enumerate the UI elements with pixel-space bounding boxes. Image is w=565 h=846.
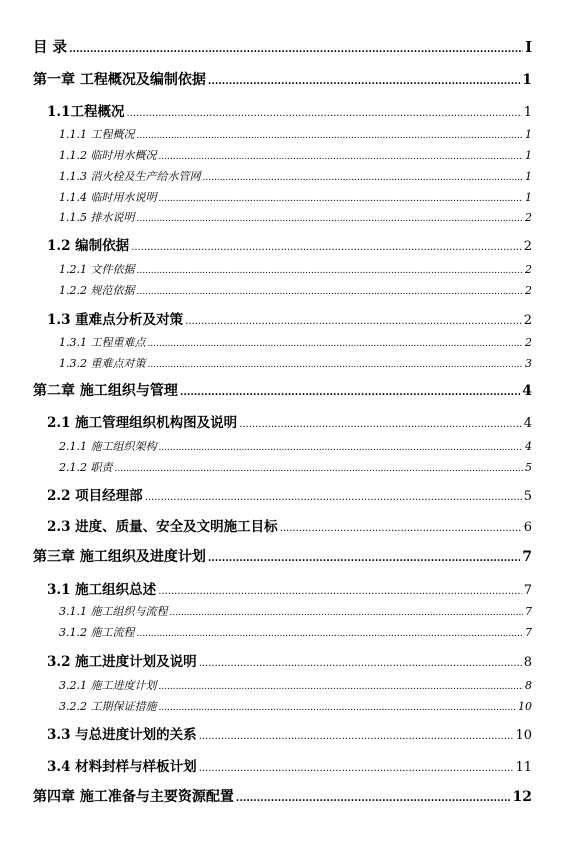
leader-dots <box>137 214 524 224</box>
toc-entry-page: 4 <box>523 416 532 431</box>
toc-entry-page: 1 <box>525 149 532 162</box>
toc-entry-page: 8 <box>525 679 532 692</box>
toc-entry-label: 第三章 施工组织及进度计划 <box>33 549 206 565</box>
toc-section-3-3[interactable] <box>47 723 532 743</box>
toc-entry-page: 7 <box>525 605 532 618</box>
toc-entry-label: 1.3 重难点分析及对策 <box>47 312 184 328</box>
leader-dots <box>185 316 522 327</box>
leader-dots <box>127 108 522 119</box>
toc-chapter-1[interactable] <box>33 69 532 89</box>
toc-entry-page: 1 <box>523 105 532 120</box>
toc-entry-label: 1.1.2 临时用水概况 <box>59 149 157 162</box>
leader-dots <box>159 194 524 204</box>
leader-dots <box>159 703 517 713</box>
toc-entry-page: 12 <box>512 789 532 805</box>
toc-entry-label: 1.1.5 排水说明 <box>59 211 135 224</box>
toc-subsection-1-2-2[interactable] <box>59 282 532 298</box>
toc-subsection-1-1-2[interactable] <box>59 147 532 163</box>
toc-entry-page: 5 <box>523 489 532 504</box>
leader-dots <box>199 658 522 669</box>
toc-chapter-4[interactable] <box>33 786 532 806</box>
leader-dots <box>131 242 522 253</box>
toc-section-3-2[interactable] <box>47 650 532 670</box>
toc-chapter-2[interactable] <box>33 380 532 400</box>
leader-dots <box>180 387 520 398</box>
toc-chapter-3[interactable] <box>33 546 532 566</box>
toc-entry-page: 5 <box>525 461 532 474</box>
toc-entry-page: 7 <box>522 549 532 565</box>
toc-subsection-3-2-1[interactable] <box>59 677 532 693</box>
toc-title[interactable] <box>33 36 532 57</box>
leader-dots <box>159 682 524 692</box>
toc-entry-label: 第一章 工程概况及编制依据 <box>33 72 206 88</box>
toc-entry-label: 1.1工程概况 <box>47 104 125 120</box>
toc-entry-label: 2.1.1 施工组织架构 <box>59 440 157 453</box>
toc-entry-page: 10 <box>518 700 532 713</box>
toc-entry-label: 3.2.1 施工进度计划 <box>59 679 157 692</box>
leader-dots <box>236 793 511 804</box>
toc-entry-label: 3.3 与总进度计划的关系 <box>47 727 197 743</box>
toc-entry-page: 4 <box>525 440 532 453</box>
leader-dots <box>280 523 522 534</box>
leader-dots <box>159 152 524 162</box>
leader-dots <box>170 608 524 618</box>
leader-dots <box>69 44 523 55</box>
toc-entry-label: 2.1.2 职责 <box>59 461 113 474</box>
toc-entry-label: 3.2.2 工期保证措施 <box>59 700 157 713</box>
toc-subsection-3-1-2[interactable] <box>59 624 532 640</box>
toc-section-3-4[interactable] <box>47 755 532 775</box>
leader-dots <box>158 586 522 597</box>
toc-entry-page: 1 <box>525 128 532 141</box>
toc-entry-page: 7 <box>523 583 532 598</box>
leader-dots <box>159 443 524 453</box>
leader-dots <box>208 553 520 564</box>
toc-section-2-3[interactable] <box>47 515 532 535</box>
toc-entry-page: 1 <box>522 72 532 88</box>
toc-entry-page: 8 <box>523 655 532 670</box>
leader-dots <box>115 464 524 474</box>
toc-subsection-1-1-1[interactable] <box>59 126 532 142</box>
toc-entry-page: 1 <box>525 170 532 183</box>
toc-entry-page: 6 <box>523 520 532 535</box>
toc-entry-page: 7 <box>525 626 532 639</box>
toc-subsection-2-1-2[interactable] <box>59 459 532 475</box>
toc-entry-label: 1.1.4 临时用水说明 <box>59 191 157 204</box>
toc-entry-page: 2 <box>525 211 532 224</box>
toc-subsection-1-3-2[interactable] <box>59 355 532 371</box>
toc-entry-label: 1.2 编制依据 <box>47 238 130 254</box>
toc-section-1-1[interactable] <box>47 100 532 120</box>
toc-entry-page: 11 <box>515 760 532 775</box>
toc-section-2-1[interactable] <box>47 411 532 431</box>
leader-dots <box>208 76 520 87</box>
toc-subsection-3-2-2[interactable] <box>59 698 532 714</box>
leader-dots <box>137 266 524 276</box>
toc-section-1-3[interactable] <box>47 308 532 328</box>
leader-dots <box>137 131 524 141</box>
toc-title-label: 目 录 <box>33 39 68 56</box>
toc-entry-page: 2 <box>525 336 532 349</box>
toc-entry-label: 3.2 施工进度计划及说明 <box>47 654 197 670</box>
toc-subsection-1-3-1[interactable] <box>59 334 532 350</box>
toc-entry-label: 1.3.2 重难点对策 <box>59 357 146 370</box>
toc-subsection-1-1-5[interactable] <box>59 209 532 225</box>
leader-dots <box>137 629 524 639</box>
leader-dots <box>148 360 524 370</box>
toc-entry-label: 第二章 施工组织与管理 <box>33 383 178 399</box>
toc-section-3-1[interactable] <box>47 578 532 598</box>
toc-section-1-2[interactable] <box>47 234 532 254</box>
leader-dots <box>199 763 514 774</box>
toc-entry-page: 3 <box>525 357 532 370</box>
toc-subsection-1-2-1[interactable] <box>59 261 532 277</box>
leader-dots <box>239 419 522 430</box>
toc-subsection-3-1-1[interactable] <box>59 603 532 619</box>
toc-entry-page: 2 <box>523 239 532 254</box>
toc-entry-page: 1 <box>525 191 532 204</box>
toc-entry-label: 3.1 施工组织总述 <box>47 582 157 598</box>
toc-entry-label: 2.3 进度、质量、安全及文明施工目标 <box>47 519 278 535</box>
toc-entry-page: 2 <box>523 313 532 328</box>
toc-entry-page: 2 <box>525 263 532 276</box>
leader-dots <box>137 287 524 297</box>
toc-entry-label: 1.1.3 消火栓及生产给水管网 <box>59 170 201 183</box>
leader-dots <box>199 731 514 742</box>
leader-dots <box>145 492 522 503</box>
toc-entry-page: 2 <box>525 284 532 297</box>
toc-entry-label: 1.2.1 文件依据 <box>59 263 135 276</box>
toc-entry-label: 3.4 材料封样与样板计划 <box>47 759 197 775</box>
toc-entry-label: 2.1 施工管理组织机构图及说明 <box>47 415 238 431</box>
toc-entry-page: 10 <box>515 728 532 743</box>
toc-section-2-2[interactable] <box>47 484 532 504</box>
toc-entry-label: 第四章 施工准备与主要资源配置 <box>33 789 234 805</box>
leader-dots <box>148 339 524 349</box>
toc-entry-label: 1.1.1 工程概况 <box>59 128 135 141</box>
toc-subsection-1-1-3[interactable] <box>59 168 532 184</box>
toc-entry-label: 3.1.2 施工流程 <box>59 626 135 639</box>
toc-entry-page: 4 <box>522 383 532 399</box>
toc-entry-label: 3.1.1 施工组织与流程 <box>59 605 168 618</box>
toc-entry-label: 1.3.1 工程重难点 <box>59 336 146 349</box>
toc-title-page: I <box>525 39 532 56</box>
toc-entry-label: 2.2 项目经理部 <box>47 488 143 504</box>
toc-subsection-2-1-1[interactable] <box>59 438 532 454</box>
leader-dots <box>203 173 524 183</box>
toc-entry-label: 1.2.2 规范依据 <box>59 284 135 297</box>
toc-subsection-1-1-4[interactable] <box>59 189 532 205</box>
